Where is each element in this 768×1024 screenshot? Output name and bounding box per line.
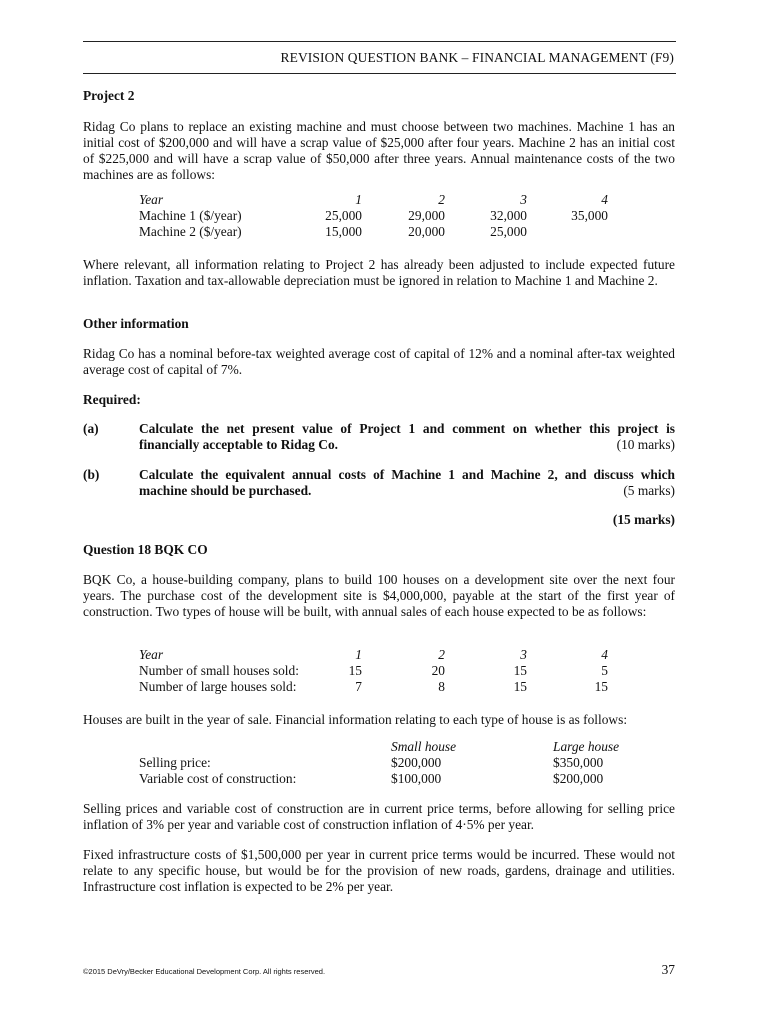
part-b-label: (b) bbox=[83, 467, 100, 482]
table-row bbox=[139, 771, 653, 787]
part-b-marks: (5 marks) bbox=[623, 483, 675, 498]
row-label: Machine 2 ($/year) bbox=[139, 224, 242, 239]
q18-inflation-text: Selling prices and variable cost of construction are in current price terms, before allowing for selling price inflation of 3% per year and variable cost of construction inflation of 4·5% per year. bbox=[83, 801, 675, 832]
value-cell: $350,000 bbox=[553, 755, 604, 770]
table-row bbox=[139, 679, 608, 695]
row-label: Selling price: bbox=[139, 755, 211, 770]
row-label: Number of large houses sold: bbox=[139, 679, 297, 694]
value-cell: 15,000 bbox=[325, 224, 362, 239]
blank-cell bbox=[139, 739, 391, 755]
header-title: REVISION QUESTION BANK – FINANCIAL MANAGEMENT (F9) bbox=[280, 50, 674, 65]
value-cell: 35,000 bbox=[571, 208, 608, 223]
row-label: Variable cost of construction: bbox=[139, 771, 297, 786]
table-row bbox=[139, 739, 653, 755]
value-cell: $200,000 bbox=[391, 755, 442, 770]
total-marks: (15 marks) bbox=[612, 512, 675, 527]
value-cell: 15 bbox=[513, 679, 527, 694]
value-cell: 15 bbox=[348, 663, 362, 678]
year-cell: 3 bbox=[520, 192, 527, 207]
page-number: 37 bbox=[661, 962, 675, 977]
value-cell: 20,000 bbox=[408, 224, 445, 239]
page-header bbox=[83, 41, 676, 74]
maintenance-cost-table bbox=[139, 192, 608, 240]
q18-heading: Question 18 BQK CO bbox=[83, 542, 208, 557]
other-info-heading: Other information bbox=[83, 316, 189, 331]
table-row bbox=[139, 224, 608, 240]
column-header: Small house bbox=[391, 739, 457, 754]
q18-built-text: Houses are built in the year of sale. Financial information relating to each type of house is as follows: bbox=[83, 712, 628, 727]
table-row bbox=[139, 663, 608, 679]
value-cell: 15 bbox=[513, 663, 527, 678]
table-row bbox=[139, 647, 608, 663]
value-cell: 20 bbox=[431, 663, 445, 678]
value-cell bbox=[527, 224, 608, 240]
value-cell: 32,000 bbox=[490, 208, 527, 223]
year-cell: 4 bbox=[601, 192, 608, 207]
year-cell: 1 bbox=[355, 647, 362, 662]
value-cell: $200,000 bbox=[553, 771, 604, 786]
q18-intro: BQK Co, a house-building company, plans to build 100 houses on a development site over the next four years. The purchase cost of the development site is $4,000,000, payable at the start of the first year of construction. Two types of house will be built, with annual sales of each house expected to be as follows: bbox=[83, 572, 675, 619]
footer-copyright: ©2015 DeVry/Becker Educational Development Corp. All rights reserved. bbox=[83, 967, 326, 976]
part-a-text: Calculate the net present value of Project 1 and comment on whether this project is financially acceptable to Ridag Co. bbox=[139, 421, 675, 452]
value-cell: 25,000 bbox=[490, 224, 527, 239]
project2-note: Where relevant, all information relating to Project 2 has already been adjusted to include expected future inflation. Taxation and tax-allowable depreciation must be ignored in relation to Machine 1 and Machine 2. bbox=[83, 257, 675, 288]
value-cell: 25,000 bbox=[325, 208, 362, 223]
part-b-text: Calculate the equivalent annual costs of Machine 1 and Machine 2, and discuss which machine should be purchased. bbox=[139, 467, 675, 498]
value-cell: 7 bbox=[355, 679, 362, 694]
value-cell: $100,000 bbox=[391, 771, 442, 786]
column-header: Large house bbox=[553, 739, 620, 754]
project2-intro: Ridag Co plans to replace an existing machine and must choose between two machines. Machine 1 has an initial cost of $200,000 and will have a scrap value of $25,000 after four years. Machine 2 has an initial cost of $225,000 and will have a scrap value of $50,000 after three years. Annual maintenance costs of the two machines are as follows: bbox=[83, 119, 675, 182]
year-cell: 2 bbox=[438, 647, 445, 662]
table-row bbox=[139, 755, 653, 771]
table-row bbox=[139, 192, 608, 208]
year-cell: 4 bbox=[601, 647, 608, 662]
year-cell: 3 bbox=[520, 647, 527, 662]
year-cell: 1 bbox=[355, 192, 362, 207]
houses-sold-table bbox=[139, 647, 608, 695]
year-label: Year bbox=[139, 192, 164, 207]
row-label: Machine 1 ($/year) bbox=[139, 208, 242, 223]
part-a-marks: (10 marks) bbox=[616, 437, 675, 452]
project2-heading: Project 2 bbox=[83, 88, 135, 103]
part-a-label: (a) bbox=[83, 421, 99, 436]
q18-fixed-costs-text: Fixed infrastructure costs of $1,500,000 per year in current price terms would be incurred. These would not relate to any specific house, but would be for the provision of new roads, gardens, drainage and utilities. Infrastructure cost inflation is expected to be 2% per year. bbox=[83, 847, 675, 894]
required-heading: Required: bbox=[83, 392, 141, 407]
other-info-text: Ridag Co has a nominal before-tax weighted average cost of capital of 12% and a nominal after-tax weighted average cost of capital of 7%. bbox=[83, 346, 675, 377]
year-cell: 2 bbox=[438, 192, 445, 207]
value-cell: 15 bbox=[594, 679, 608, 694]
house-price-table bbox=[139, 739, 653, 787]
year-label: Year bbox=[139, 647, 164, 662]
row-label: Number of small houses sold: bbox=[139, 663, 299, 678]
value-cell: 8 bbox=[438, 679, 445, 694]
value-cell: 29,000 bbox=[408, 208, 445, 223]
table-row bbox=[139, 208, 608, 224]
value-cell: 5 bbox=[601, 663, 608, 678]
